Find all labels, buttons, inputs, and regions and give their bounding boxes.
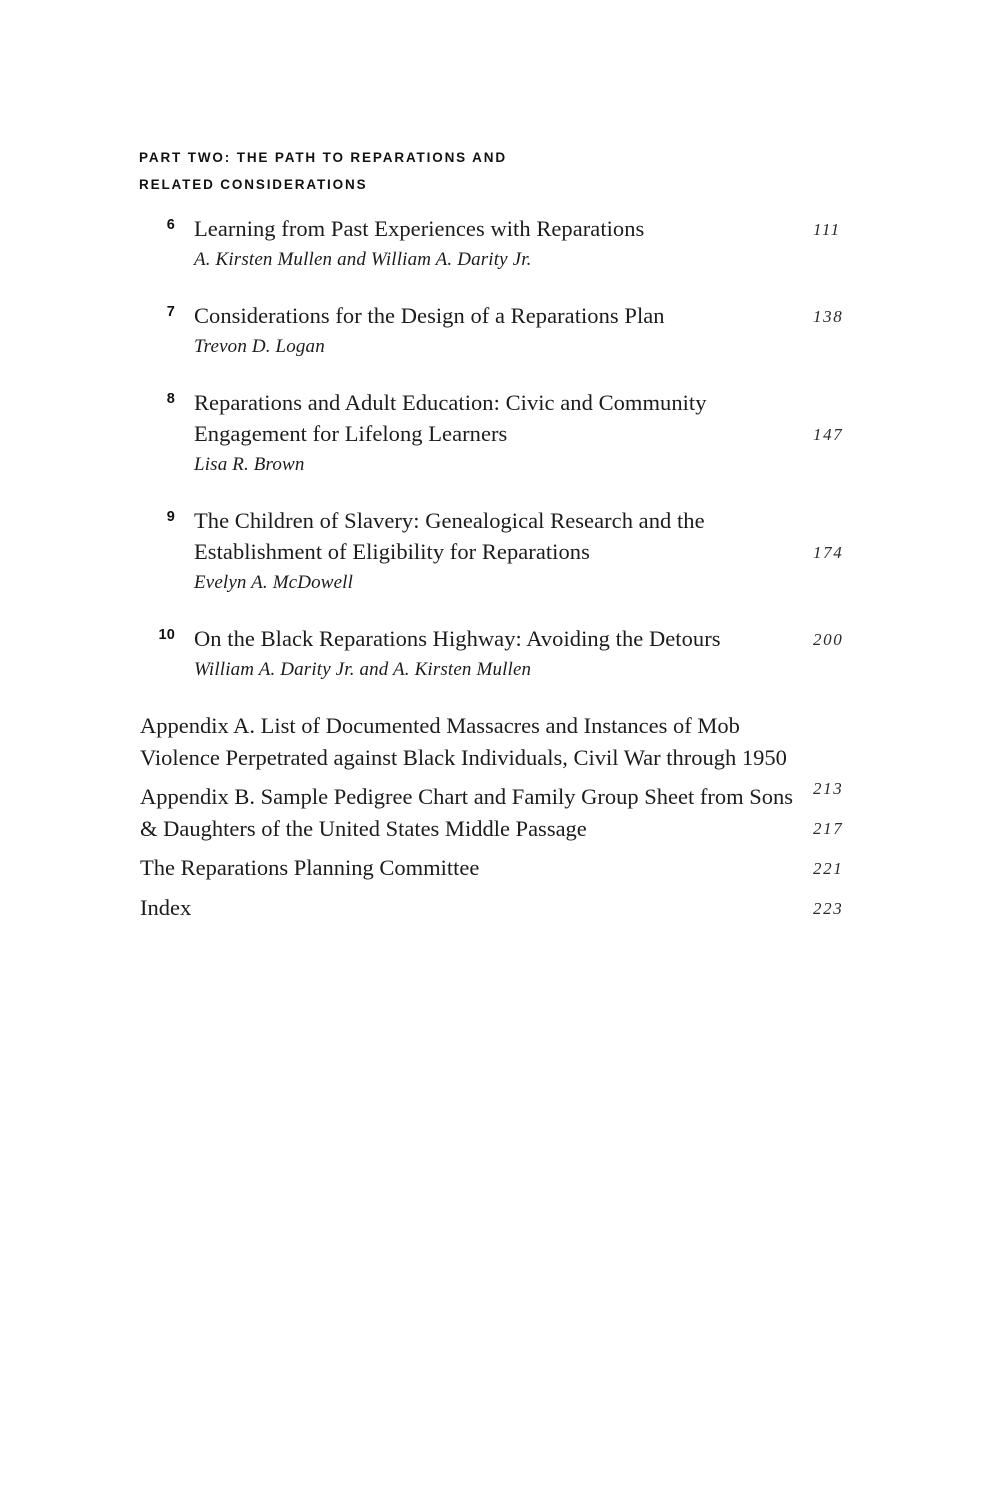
chapter-page-number: 174 bbox=[813, 543, 844, 562]
chapter-author: Trevon D. Logan bbox=[194, 336, 325, 357]
chapter-number: 9 bbox=[166, 509, 175, 525]
chapter-page-number: 147 bbox=[813, 425, 844, 444]
chapter-title: Considerations for the Design of a Reparations Plan bbox=[194, 303, 665, 328]
backmatter-page-number: 217 bbox=[813, 819, 844, 838]
chapter-page-number: 111 bbox=[813, 220, 841, 239]
chapter-page-number: 138 bbox=[813, 307, 844, 326]
part-heading-line-2: RELATED CONSIDERATIONS bbox=[139, 177, 368, 192]
chapter-author: William A. Darity Jr. and A. Kirsten Mullen bbox=[194, 659, 532, 680]
part-heading bbox=[139, 144, 779, 198]
backmatter-title: Appendix A. List of Documented Massacres and Instances of Mob Violence Perpetrated against Black Individuals, Civil War through 1950 bbox=[140, 713, 787, 770]
backmatter-title: Appendix B. Sample Pedigree Chart and Family Group Sheet from Sons & Daughters of the United States Middle Passage bbox=[140, 784, 794, 841]
backmatter-list bbox=[0, 710, 1000, 931]
toc-entry-index[interactable] bbox=[0, 892, 1000, 924]
chapter-page-number: 200 bbox=[813, 630, 844, 649]
toc-entry-appendix-a[interactable] bbox=[0, 710, 1000, 798]
toc-entry-chapter-9[interactable] bbox=[0, 505, 1000, 598]
toc-entry-chapter-7[interactable] bbox=[0, 300, 1000, 362]
backmatter-page-number: 223 bbox=[813, 898, 844, 918]
chapter-number: 10 bbox=[158, 627, 175, 643]
toc-entry-chapter-10[interactable] bbox=[0, 623, 1000, 685]
chapter-list bbox=[0, 213, 1000, 710]
backmatter-title: Index bbox=[140, 894, 192, 920]
chapter-title: Learning from Past Experiences with Reparations bbox=[194, 216, 645, 241]
backmatter-page-number: 221 bbox=[813, 859, 844, 878]
chapter-number: 6 bbox=[166, 217, 175, 233]
toc-entry-chapter-8[interactable] bbox=[0, 387, 1000, 480]
chapter-author: A. Kirsten Mullen and William A. Darity Jr. bbox=[194, 249, 532, 270]
backmatter-title: The Reparations Planning Committee bbox=[140, 855, 480, 880]
chapter-number: 8 bbox=[166, 391, 175, 407]
toc-entry-reparations-planning-committee[interactable] bbox=[0, 852, 1000, 884]
chapter-author: Evelyn A. McDowell bbox=[194, 572, 354, 593]
chapter-title: Reparations and Adult Education: Civic and Community Engagement for Lifelong Learners bbox=[194, 390, 707, 446]
toc-entry-appendix-b[interactable] bbox=[0, 781, 1000, 844]
part-heading-line-1: PART TWO: THE PATH TO REPARATIONS AND bbox=[139, 150, 507, 165]
backmatter-page-number: 213 bbox=[813, 779, 844, 798]
toc-entry-chapter-6[interactable] bbox=[0, 213, 1000, 275]
chapter-title: On the Black Reparations Highway: Avoiding the Detours bbox=[194, 626, 721, 651]
chapter-author: Lisa R. Brown bbox=[194, 454, 305, 475]
chapter-title: The Children of Slavery: Genealogical Research and the Establishment of Eligibility for Reparations bbox=[194, 508, 705, 564]
chapter-number: 7 bbox=[166, 304, 175, 320]
